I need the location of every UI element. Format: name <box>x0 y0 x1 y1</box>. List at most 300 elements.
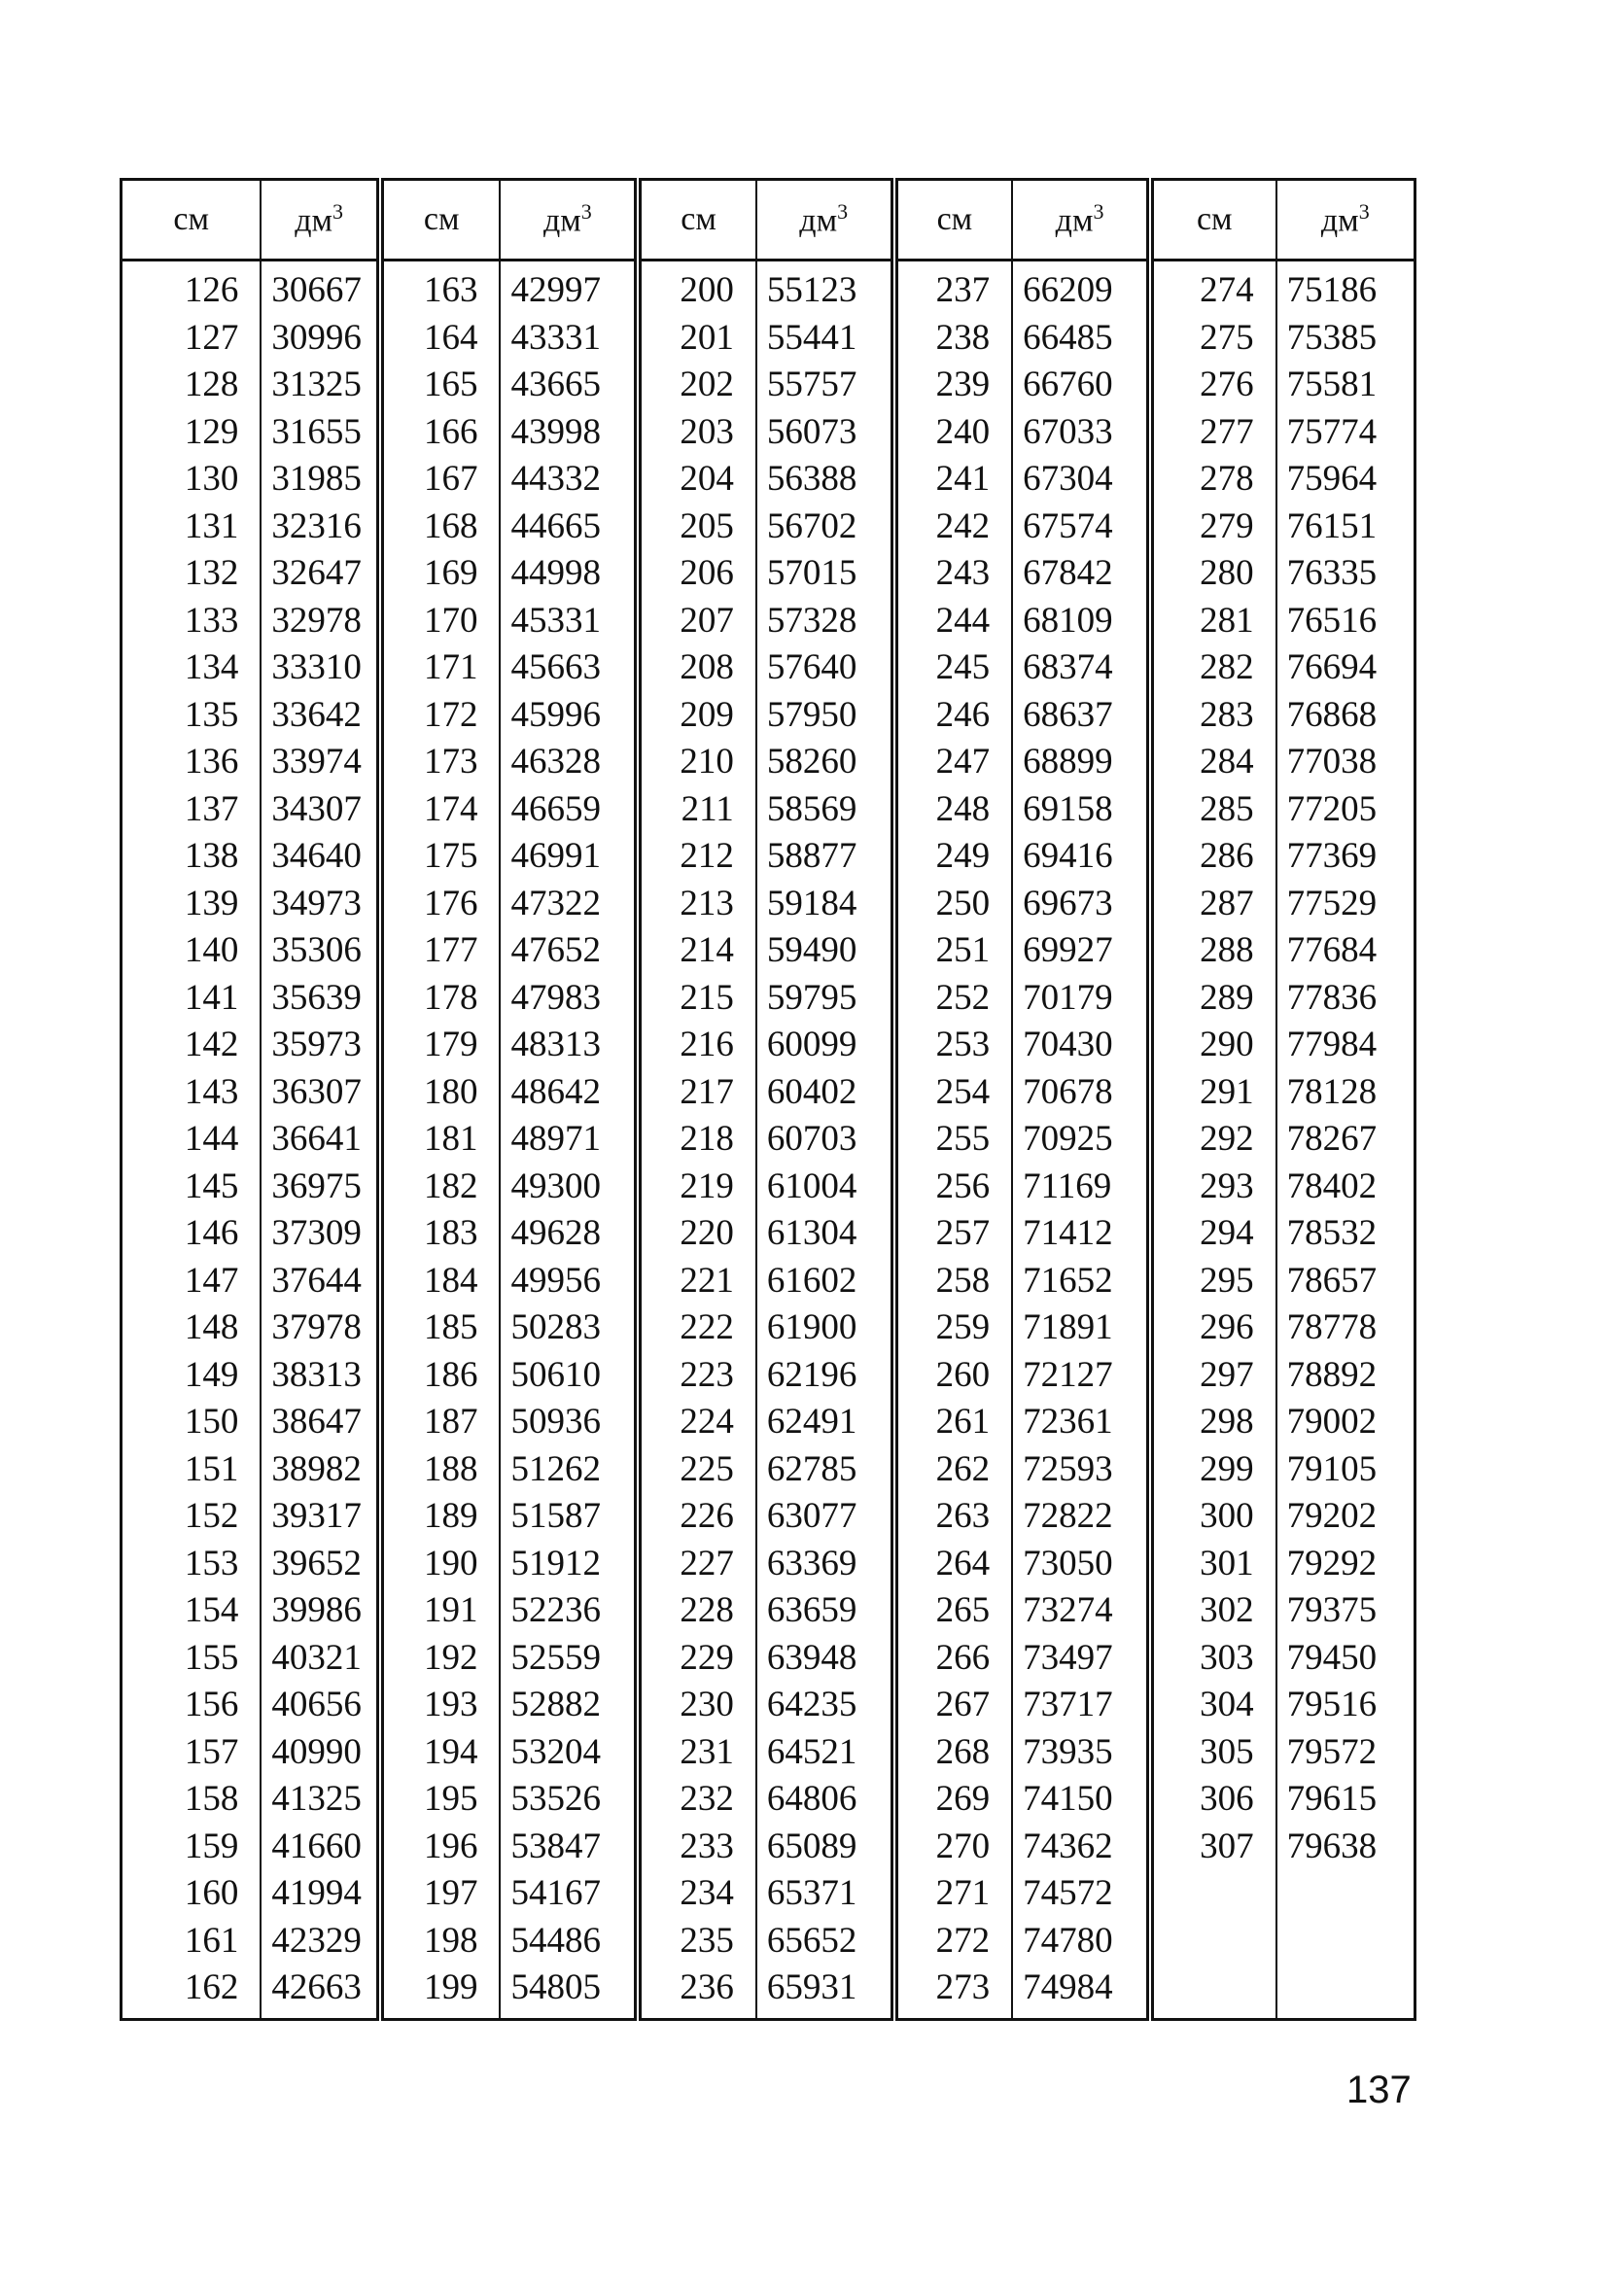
dm3-value: 52236 <box>510 1590 601 1630</box>
header-dm3-5: $дм^3$ <box>1276 180 1415 261</box>
dm3-value: 41994 <box>271 1873 362 1913</box>
dm3-value: 74150 <box>1023 1779 1113 1819</box>
cm-value: 212 <box>680 836 734 876</box>
dm3-value: 31985 <box>271 459 362 499</box>
cm-value: 290 <box>1200 1025 1254 1064</box>
dm3-value: 41325 <box>271 1779 362 1819</box>
dm3-value: 77836 <box>1286 977 1378 1018</box>
cm-value: 238 <box>935 317 991 358</box>
cm-value: 163 <box>423 270 478 310</box>
dm3-value: 42329 <box>271 1920 362 1961</box>
dm3-value: 73050 <box>1023 1543 1113 1583</box>
cm-value: 239 <box>935 365 991 404</box>
cm-value: 165 <box>423 365 478 404</box>
cm-value: 247 <box>935 742 991 782</box>
dm3-value: 53204 <box>510 1731 601 1772</box>
dm3-value: 60402 <box>766 1071 857 1112</box>
cm-value: 270 <box>935 1826 991 1866</box>
cm-value: 211 <box>681 788 734 829</box>
cm-value: 205 <box>680 505 734 546</box>
dm3-value: 77369 <box>1286 836 1378 876</box>
cm-value: 228 <box>680 1590 734 1630</box>
dm3-value: 69416 <box>1023 836 1113 876</box>
dm3-value: 50610 <box>510 1354 601 1395</box>
dm3-value: 68109 <box>1023 600 1113 641</box>
cm-value: 274 <box>1200 270 1254 310</box>
cm-value: 167 <box>423 459 478 499</box>
dm3-value: 54486 <box>510 1920 601 1961</box>
dm3-value: 79105 <box>1286 1448 1378 1489</box>
cm-value: 145 <box>184 1165 239 1206</box>
cm-column-5 <box>1150 261 1276 2020</box>
dm3-value: 69927 <box>1023 930 1113 970</box>
dm3-value: 49956 <box>510 1260 601 1301</box>
dm3-value: 65931 <box>766 1967 857 2007</box>
dm3-value: 76694 <box>1286 647 1378 687</box>
dm3-value: 35639 <box>271 977 362 1018</box>
dm3-value: 38982 <box>271 1448 362 1489</box>
cm-value: 286 <box>1200 836 1254 876</box>
cm-value: 166 <box>423 411 478 452</box>
dm3-value: 36975 <box>271 1165 362 1206</box>
cm-value: 243 <box>935 553 991 593</box>
header-dm3-1: $дм^3$ <box>261 180 380 261</box>
dm3-value: 30667 <box>271 270 362 310</box>
dm3-value: 53526 <box>510 1779 601 1819</box>
cm-value: 154 <box>184 1590 239 1630</box>
cm-value: 214 <box>680 930 734 970</box>
dm3-value: 74984 <box>1023 1967 1113 2007</box>
dm3-value: 45331 <box>510 600 601 641</box>
dm3-value: 58260 <box>766 742 857 782</box>
header-cm-2: см <box>380 180 501 261</box>
cm-value: 294 <box>1200 1213 1254 1253</box>
cm-value: 272 <box>935 1920 991 1961</box>
cm-value: 130 <box>184 459 239 499</box>
dm3-value: 55123 <box>766 270 857 310</box>
cm-value: 242 <box>935 505 991 546</box>
cm-value: 143 <box>184 1071 239 1112</box>
cm-value: 234 <box>680 1873 734 1913</box>
cm-value: 226 <box>680 1496 734 1536</box>
dm3-value: 48642 <box>510 1071 601 1112</box>
dm3-value: 32316 <box>271 505 362 546</box>
cm-value: 127 <box>184 317 239 358</box>
cm-value: 217 <box>680 1071 734 1112</box>
cm-value: 188 <box>423 1448 478 1489</box>
dm3-value: 63369 <box>766 1543 857 1583</box>
header-dm3-2: $дм^3$ <box>500 180 638 261</box>
cm-value: 146 <box>184 1213 239 1253</box>
cm-value: 168 <box>423 505 478 546</box>
cm-value: 259 <box>935 1307 991 1347</box>
dm3-value: 48313 <box>510 1025 601 1064</box>
cm-value: 201 <box>680 317 734 358</box>
dm3-value: 31655 <box>271 411 362 452</box>
dm3-value: 71891 <box>1023 1307 1113 1347</box>
cm-value: 269 <box>935 1779 991 1819</box>
cm-value: 275 <box>1200 317 1254 358</box>
cm-value: 241 <box>935 459 991 499</box>
dm3-value: 72361 <box>1023 1402 1113 1442</box>
cm-value: 189 <box>423 1496 478 1536</box>
dm3-value: 44665 <box>510 505 601 546</box>
cm-value: 256 <box>935 1165 991 1206</box>
cm-value: 281 <box>1200 600 1254 641</box>
dm3-value: 62785 <box>766 1448 857 1489</box>
dm3-column-5 <box>1276 261 1415 2020</box>
cm-column-3 <box>638 261 756 2020</box>
cm-value: 190 <box>423 1543 478 1583</box>
dm3-value: 59184 <box>766 883 857 923</box>
dm3-value: 67574 <box>1023 505 1113 546</box>
dm3-value: 38313 <box>271 1354 362 1395</box>
dm3-value: 65371 <box>766 1873 857 1913</box>
cm-value: 301 <box>1200 1543 1254 1583</box>
dm3-value: 38647 <box>271 1402 362 1442</box>
dm3-value: 75774 <box>1286 411 1378 452</box>
dm3-value: 35973 <box>271 1025 362 1064</box>
cm-value: 257 <box>935 1213 991 1253</box>
dm3-value: 65089 <box>766 1826 857 1866</box>
dm3-value: 68374 <box>1023 647 1113 687</box>
dm3-value: 59795 <box>766 977 857 1018</box>
cm-value: 193 <box>423 1685 478 1724</box>
cm-value: 258 <box>935 1260 991 1301</box>
dm3-value: 77038 <box>1286 742 1378 782</box>
cm-value: 141 <box>184 977 239 1018</box>
dm3-value: 62491 <box>766 1402 857 1442</box>
dm3-value: 78267 <box>1286 1119 1378 1159</box>
dm3-value: 63948 <box>766 1637 857 1678</box>
cm-value: 297 <box>1200 1354 1254 1395</box>
cm-value: 252 <box>935 977 991 1018</box>
cm-value: 220 <box>680 1213 734 1253</box>
cm-value: 255 <box>935 1119 991 1159</box>
page-number: 137 <box>1346 2069 1412 2111</box>
cm-value: 277 <box>1200 411 1254 452</box>
dm3-value: 51912 <box>510 1543 601 1583</box>
cm-value: 245 <box>935 647 991 687</box>
cm-value: 162 <box>184 1967 239 2007</box>
dm3-value: 33642 <box>271 694 362 735</box>
cm-value: 204 <box>680 459 734 499</box>
cm-value: 133 <box>184 600 239 641</box>
cm-value: 248 <box>935 788 991 829</box>
dm3-value: 55441 <box>766 317 857 358</box>
cm-value: 151 <box>184 1448 239 1489</box>
cm-value: 208 <box>680 647 734 687</box>
dm3-value: 34640 <box>271 836 362 876</box>
dm3-value: 39986 <box>271 1590 362 1630</box>
dm3-value: 79202 <box>1286 1496 1378 1536</box>
cm-value: 137 <box>184 788 239 829</box>
cm-value: 197 <box>423 1873 478 1913</box>
cm-value: 170 <box>423 600 478 641</box>
cm-value: 307 <box>1200 1826 1254 1866</box>
dm3-value: 70179 <box>1023 977 1113 1018</box>
dm3-value: 67842 <box>1023 553 1113 593</box>
dm3-value: 35306 <box>271 930 362 970</box>
dm3-value: 78532 <box>1286 1213 1378 1253</box>
cm-value: 184 <box>423 1260 478 1301</box>
header-dm3-4: $дм^3$ <box>1012 180 1150 261</box>
cm-value: 173 <box>423 742 478 782</box>
cm-value: 261 <box>935 1402 991 1442</box>
cm-value: 199 <box>423 1967 478 2007</box>
cm-value: 183 <box>423 1213 478 1253</box>
cm-value: 285 <box>1200 788 1254 829</box>
cm-value: 198 <box>423 1920 478 1961</box>
cm-value: 223 <box>680 1354 734 1395</box>
cm-value: 227 <box>680 1543 734 1583</box>
cm-value: 186 <box>423 1354 478 1395</box>
dm3-value: 47983 <box>510 977 601 1018</box>
cm-value: 254 <box>935 1071 991 1112</box>
cm-value: 135 <box>184 694 239 735</box>
cm-value: 138 <box>184 836 239 876</box>
dm3-value: 73274 <box>1023 1590 1113 1630</box>
cm-value: 246 <box>935 694 991 735</box>
dm3-value: 32978 <box>271 600 362 641</box>
cm-value: 169 <box>423 553 478 593</box>
dm3-value: 68899 <box>1023 742 1113 782</box>
dm3-value: 79450 <box>1286 1637 1378 1678</box>
cm-value: 244 <box>935 600 991 641</box>
cm-value: 171 <box>423 647 478 687</box>
dm3-value: 32647 <box>271 553 362 593</box>
cm-value: 144 <box>184 1119 239 1159</box>
header-dm3-3: $дм^3$ <box>756 180 894 261</box>
dm3-value: 57328 <box>766 600 857 641</box>
dm3-value: 51587 <box>510 1496 601 1536</box>
dm3-value: 72127 <box>1023 1354 1113 1395</box>
dm3-value: 30996 <box>271 317 362 358</box>
cm-column-1 <box>122 261 262 2020</box>
dm3-column-2 <box>500 261 638 2020</box>
cm-value: 251 <box>935 930 991 970</box>
cm-value: 276 <box>1200 365 1254 404</box>
dm3-value: 37644 <box>271 1260 362 1301</box>
dm3-value: 79615 <box>1286 1779 1378 1819</box>
cm-value: 140 <box>184 930 239 970</box>
cm-value: 298 <box>1200 1402 1254 1442</box>
dm3-value: 59490 <box>766 930 857 970</box>
dm3-value: 77529 <box>1286 883 1378 923</box>
cm-value: 153 <box>184 1543 239 1583</box>
cm-value: 177 <box>423 930 478 970</box>
cm-value: 185 <box>423 1307 478 1347</box>
dm3-value: 46328 <box>510 742 601 782</box>
cm-value: 278 <box>1200 459 1254 499</box>
cm-value: 232 <box>680 1779 734 1819</box>
dm3-value: 43331 <box>510 317 601 358</box>
dm3-value: 50283 <box>510 1307 601 1347</box>
cm-value: 207 <box>680 600 734 641</box>
dm3-value: 33974 <box>271 742 362 782</box>
dm3-value: 49300 <box>510 1165 601 1206</box>
dm3-value: 44998 <box>510 553 601 593</box>
cm-value: 187 <box>423 1402 478 1442</box>
cm-value: 192 <box>423 1637 478 1678</box>
cm-value: 236 <box>680 1967 734 2007</box>
dm3-value: 37309 <box>271 1213 362 1253</box>
cm-value: 136 <box>184 742 239 782</box>
cm-value: 253 <box>935 1025 991 1064</box>
cm-value: 159 <box>184 1826 239 1866</box>
dm3-value: 56388 <box>766 459 857 499</box>
dm3-value: 79292 <box>1286 1543 1378 1583</box>
cm-value: 267 <box>935 1685 991 1724</box>
cm-value: 157 <box>184 1731 239 1772</box>
cm-value: 219 <box>680 1165 734 1206</box>
dm3-column-4 <box>1012 261 1150 2020</box>
cm-value: 203 <box>680 411 734 452</box>
cm-value: 283 <box>1200 694 1254 735</box>
dm3-value: 36641 <box>271 1119 362 1159</box>
cm-value: 266 <box>935 1637 991 1678</box>
cm-value: 293 <box>1200 1165 1254 1206</box>
cm-value: 292 <box>1200 1119 1254 1159</box>
dm3-value: 70925 <box>1023 1119 1113 1159</box>
cm-value: 176 <box>423 883 478 923</box>
cm-value: 128 <box>184 365 239 404</box>
dm3-value: 78128 <box>1286 1071 1378 1112</box>
cm-value: 229 <box>680 1637 734 1678</box>
dm3-value: 40321 <box>271 1637 362 1678</box>
dm3-value: 58877 <box>766 836 857 876</box>
cm-value: 224 <box>680 1402 734 1442</box>
cm-value: 263 <box>935 1496 991 1536</box>
dm3-value: 77684 <box>1286 930 1378 970</box>
cm-value: 288 <box>1200 930 1254 970</box>
table-body-row <box>122 261 1415 2020</box>
dm3-value: 78402 <box>1286 1165 1378 1206</box>
header-cm-1: см <box>122 180 262 261</box>
dm3-value: 64235 <box>766 1685 857 1724</box>
dm3-value: 31325 <box>271 365 362 404</box>
dm3-value: 45996 <box>510 694 601 735</box>
dm3-value: 60703 <box>766 1119 857 1159</box>
cm-value: 287 <box>1200 883 1254 923</box>
cm-value: 282 <box>1200 647 1254 687</box>
dm3-value: 71412 <box>1023 1213 1113 1253</box>
dm3-value: 66209 <box>1023 270 1113 310</box>
cm-value: 179 <box>423 1025 478 1064</box>
cm-value: 191 <box>423 1590 478 1630</box>
cm-value: 295 <box>1200 1260 1254 1301</box>
dm3-value: 78657 <box>1286 1260 1378 1301</box>
dm3-value: 77984 <box>1286 1025 1378 1064</box>
dm3-value: 77205 <box>1286 788 1378 829</box>
cm-value: 131 <box>184 505 239 546</box>
cm-value: 178 <box>423 977 478 1018</box>
cm-value: 304 <box>1200 1685 1254 1724</box>
dm3-value: 47322 <box>510 883 601 923</box>
cm-value: 306 <box>1200 1779 1254 1819</box>
header-cm-5: см <box>1150 180 1276 261</box>
dm3-value: 55757 <box>766 365 857 404</box>
cm-value: 164 <box>423 317 478 358</box>
dm3-value: 63659 <box>766 1590 857 1630</box>
dm3-value: 39317 <box>271 1496 362 1536</box>
dm3-value: 61004 <box>766 1165 857 1206</box>
cm-value: 221 <box>680 1260 734 1301</box>
dm3-value: 33310 <box>271 647 362 687</box>
cm-value: 240 <box>935 411 991 452</box>
cm-value: 139 <box>184 883 239 923</box>
cm-value: 302 <box>1200 1590 1254 1630</box>
dm3-value: 44332 <box>510 459 601 499</box>
cm-value: 264 <box>935 1543 991 1583</box>
dm3-value: 47652 <box>510 930 601 970</box>
cm-value: 181 <box>423 1119 478 1159</box>
dm3-value: 40990 <box>271 1731 362 1772</box>
cm-value: 155 <box>184 1637 239 1678</box>
cm-value: 215 <box>680 977 734 1018</box>
cm-value: 194 <box>423 1731 478 1772</box>
dm3-value: 50936 <box>510 1402 601 1442</box>
dm3-value: 54805 <box>510 1967 601 2007</box>
dm3-value: 48971 <box>510 1119 601 1159</box>
cm-value: 149 <box>184 1354 239 1395</box>
cm-value: 300 <box>1200 1496 1254 1536</box>
dm3-value: 56073 <box>766 411 857 452</box>
dm3-value: 63077 <box>766 1496 857 1536</box>
dm3-value: 76335 <box>1286 553 1378 593</box>
cm-value: 273 <box>935 1967 991 2007</box>
dm3-value: 79572 <box>1286 1731 1378 1772</box>
dm3-value: 37978 <box>271 1307 362 1347</box>
cm-value: 250 <box>935 883 991 923</box>
cm-value: 195 <box>423 1779 478 1819</box>
dm3-column-3 <box>756 261 894 2020</box>
dm3-value: 65652 <box>766 1920 857 1961</box>
dm3-value: 75186 <box>1286 270 1378 310</box>
cm-value: 279 <box>1200 505 1254 546</box>
dm3-value: 74572 <box>1023 1873 1113 1913</box>
dm3-value: 62196 <box>766 1354 857 1395</box>
dm3-value: 52559 <box>510 1637 601 1678</box>
cm-value: 156 <box>184 1685 239 1724</box>
dm3-value: 34973 <box>271 883 362 923</box>
dm3-value: 66485 <box>1023 317 1113 358</box>
dm3-value: 67033 <box>1023 411 1113 452</box>
dm3-column-1 <box>261 261 380 2020</box>
cm-value: 233 <box>680 1826 734 1866</box>
dm3-value: 67304 <box>1023 459 1113 499</box>
cm-value: 280 <box>1200 553 1254 593</box>
cm-value: 175 <box>423 836 478 876</box>
cm-value: 303 <box>1200 1637 1254 1678</box>
cm-value: 182 <box>423 1165 478 1206</box>
dm3-value: 61602 <box>766 1260 857 1301</box>
dm3-value: 73497 <box>1023 1637 1113 1678</box>
dm3-value: 78778 <box>1286 1307 1378 1347</box>
dm3-value: 79002 <box>1286 1402 1378 1442</box>
cm-value: 158 <box>184 1779 239 1819</box>
dm3-value: 74362 <box>1023 1826 1113 1866</box>
dm3-value: 73717 <box>1023 1685 1113 1724</box>
dm3-value: 79638 <box>1286 1826 1378 1866</box>
dm3-value: 71652 <box>1023 1260 1113 1301</box>
cm-value: 268 <box>935 1731 991 1772</box>
table-header-row <box>122 180 1415 261</box>
cm-value: 231 <box>680 1731 734 1772</box>
dm3-value: 75964 <box>1286 459 1378 499</box>
cm-value: 235 <box>680 1920 734 1961</box>
cm-value: 174 <box>423 788 478 829</box>
